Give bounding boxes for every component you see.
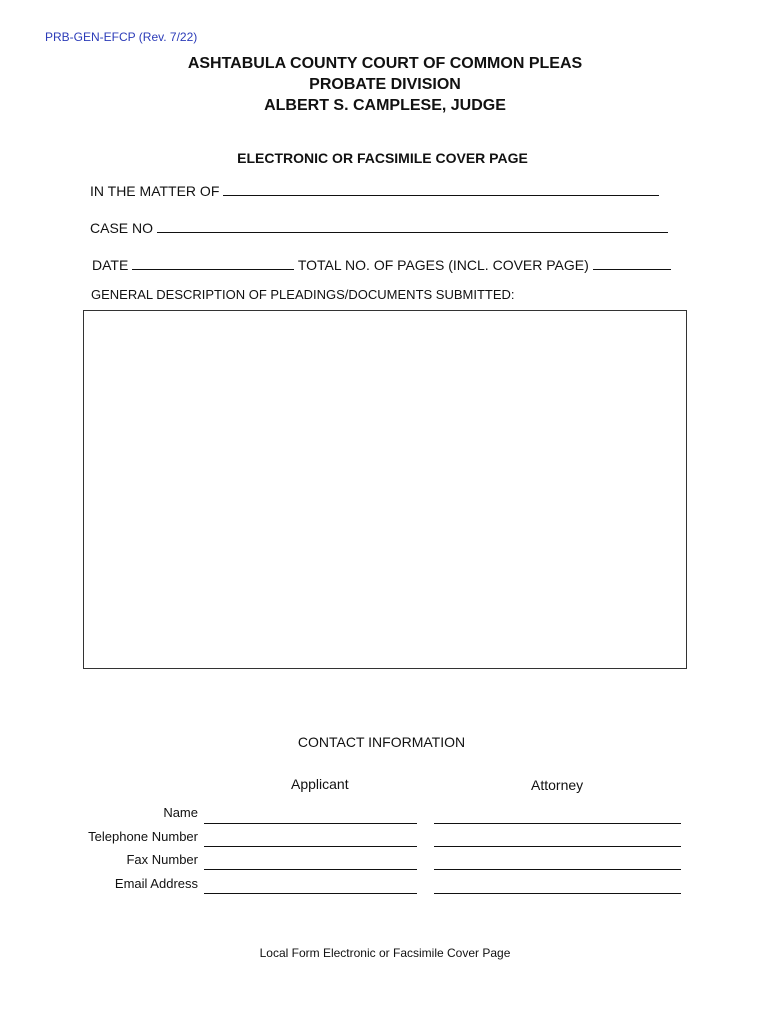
date-label: DATE: [92, 257, 129, 273]
applicant-name-field[interactable]: [204, 823, 417, 824]
applicant-telephone-field[interactable]: [204, 846, 417, 847]
description-box[interactable]: [83, 310, 687, 669]
total-pages-field[interactable]: [593, 256, 671, 270]
attorney-email-field[interactable]: [434, 893, 681, 894]
date-field[interactable]: [132, 256, 294, 270]
page-title: ELECTRONIC OR FACSIMILE COVER PAGE: [237, 150, 528, 166]
contact-heading: CONTACT INFORMATION: [297, 734, 466, 750]
attorney-heading: Attorney: [531, 777, 584, 793]
applicant-fax-field[interactable]: [204, 869, 417, 870]
attorney-telephone-field[interactable]: [434, 846, 681, 847]
case-no-label: CASE NO: [90, 220, 154, 236]
fax-label: Fax Number: [126, 852, 198, 867]
judge-name: ALBERT S. CAMPLESE, JUDGE: [264, 97, 506, 114]
footer: Local Form Electronic or Facsimile Cover Page: [259, 946, 511, 960]
email-label: Email Address: [114, 876, 198, 891]
name-label: Name: [163, 805, 198, 820]
telephone-label: Telephone Number: [88, 829, 198, 844]
division-name: PROBATE DIVISION: [309, 76, 461, 93]
attorney-fax-field[interactable]: [434, 869, 681, 870]
court-name: ASHTABULA COUNTY COURT OF COMMON PLEAS: [187, 55, 583, 72]
attorney-name-field[interactable]: [434, 823, 681, 824]
total-pages-label: TOTAL NO. OF PAGES (INCL. COVER PAGE): [297, 257, 589, 273]
applicant-heading: Applicant: [291, 776, 349, 792]
date-row: [92, 256, 671, 273]
case-no-row: [90, 219, 668, 236]
case-no-field[interactable]: [157, 219, 668, 233]
matter-label: IN THE MATTER OF: [90, 183, 220, 199]
description-label: GENERAL DESCRIPTION OF PLEADINGS/DOCUMENTS SUBMITTED:: [91, 287, 515, 302]
applicant-email-field[interactable]: [204, 893, 417, 894]
form-id: PRB-GEN-EFCP (Rev. 7/22): [45, 30, 198, 44]
matter-field[interactable]: [223, 182, 659, 196]
matter-row: [90, 182, 659, 199]
